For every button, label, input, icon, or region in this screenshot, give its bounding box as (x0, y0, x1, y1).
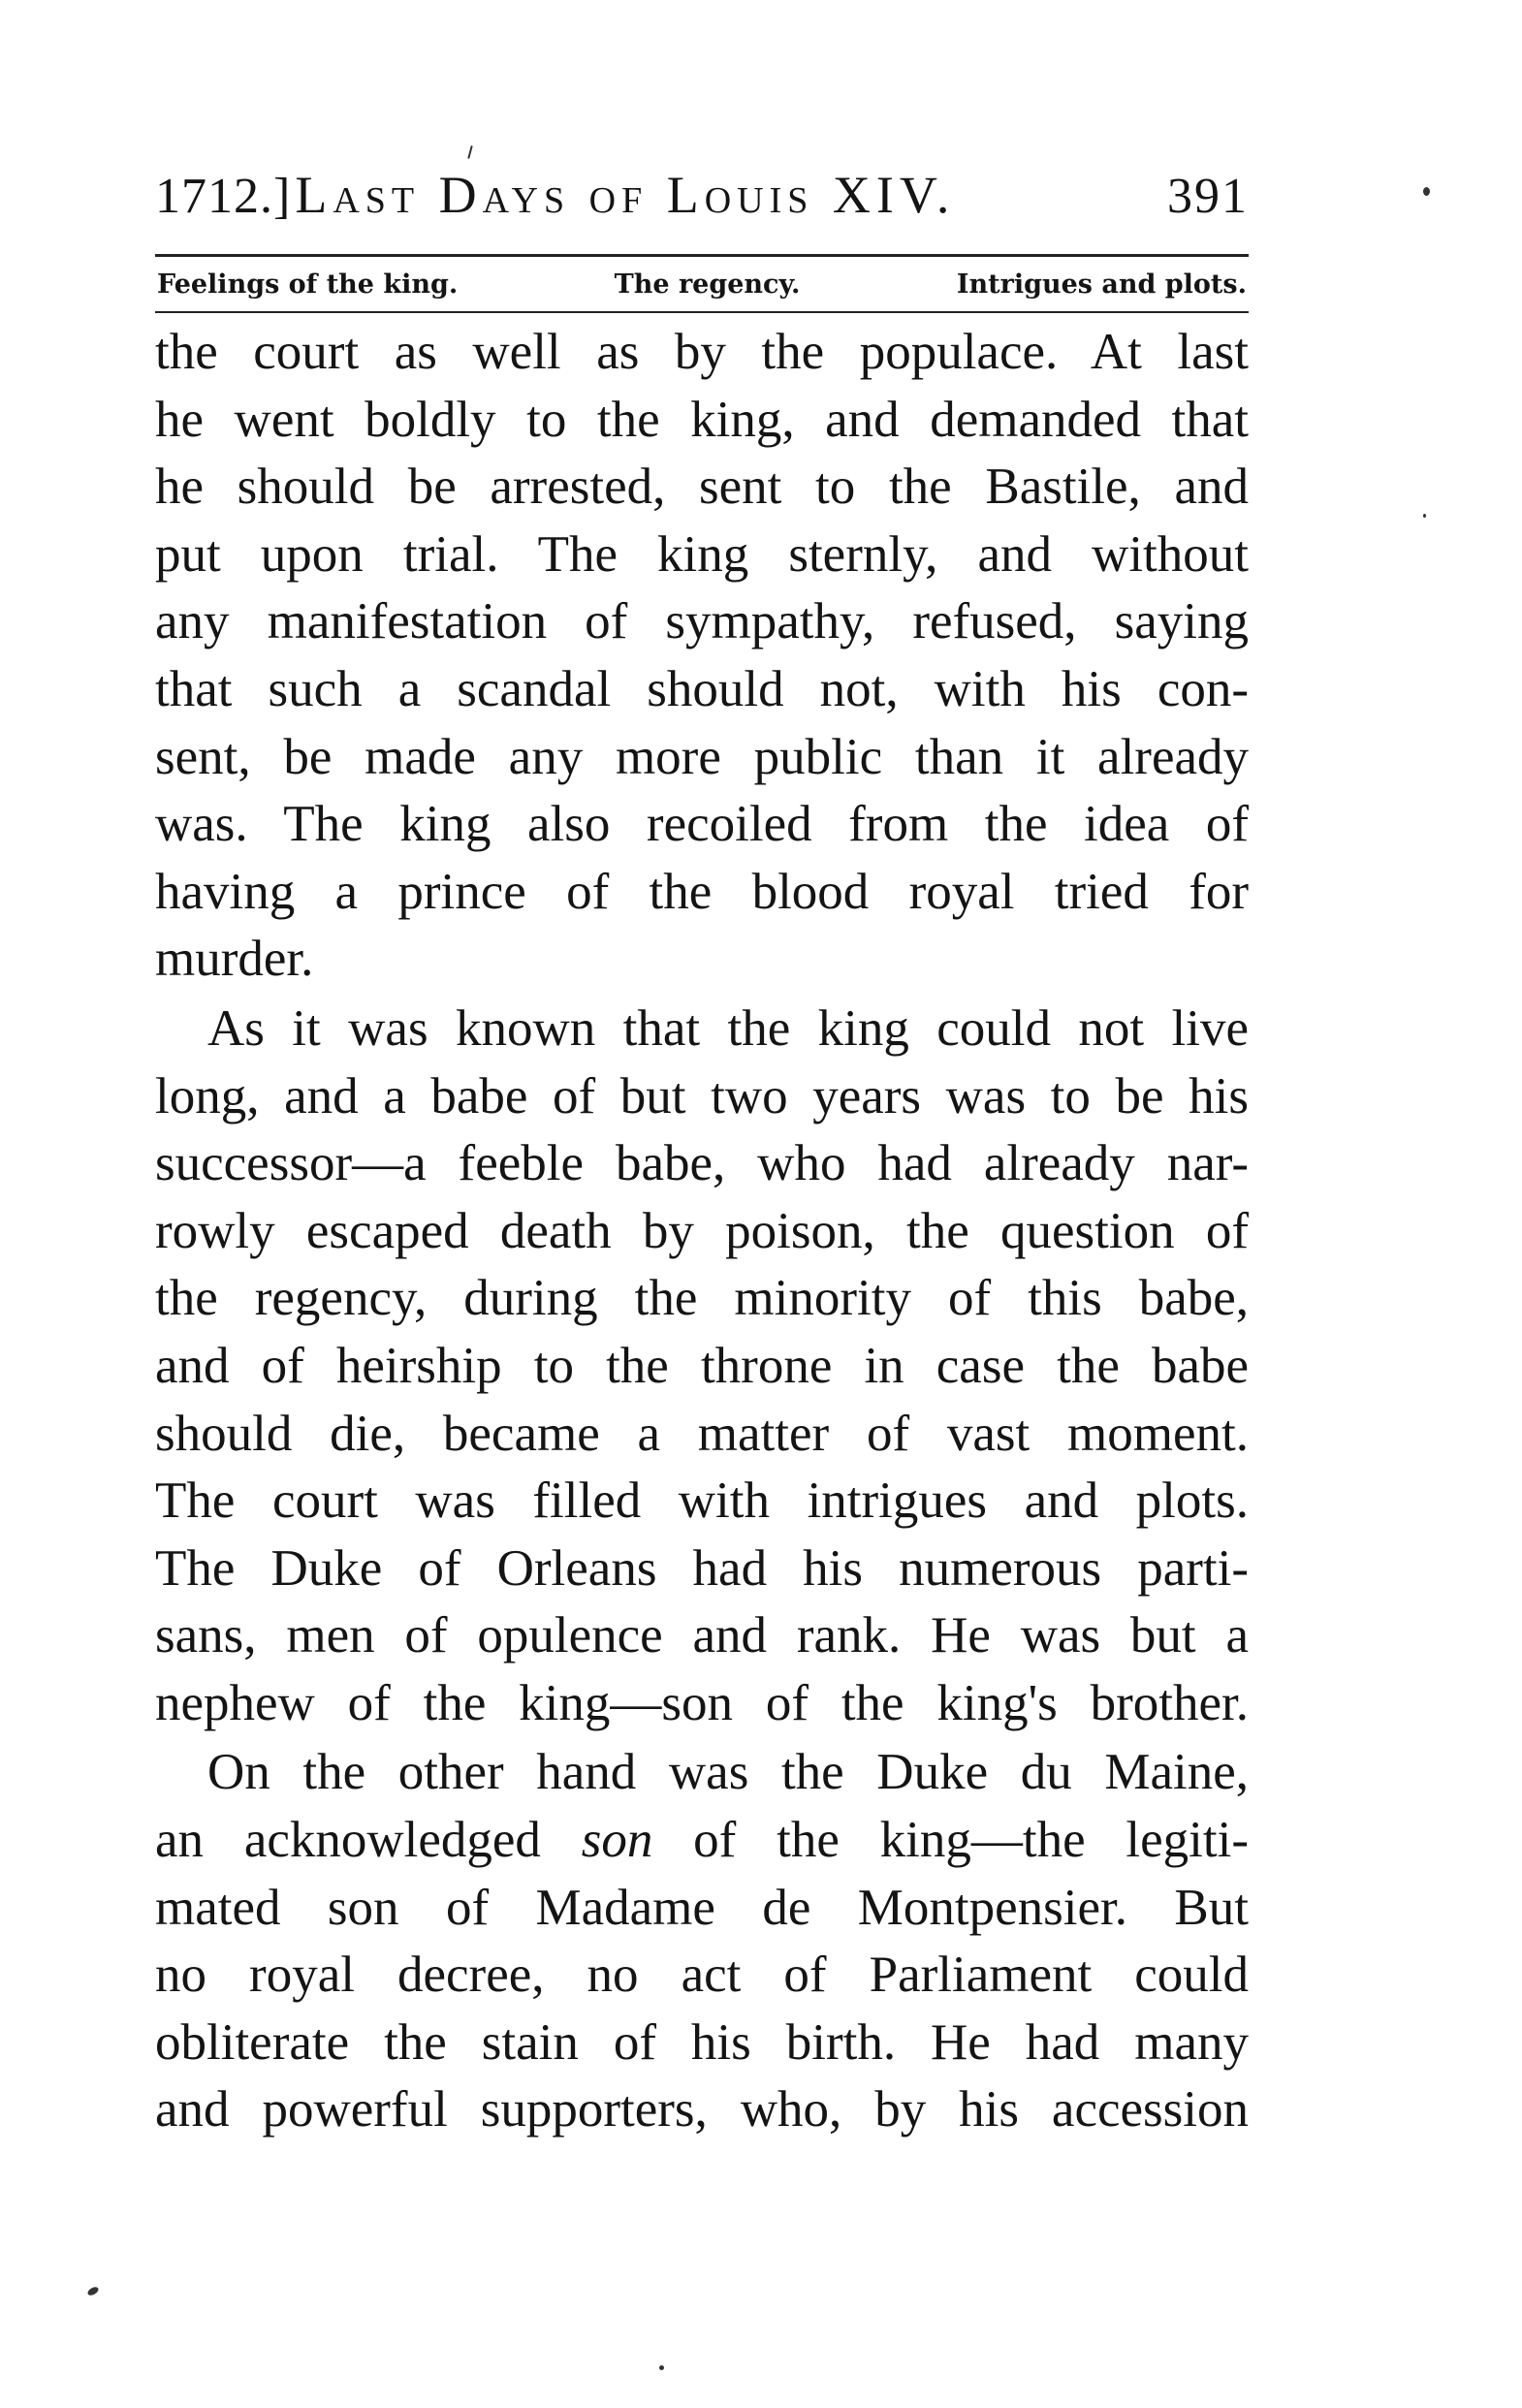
running-head (155, 165, 1249, 254)
paragraph-3 (155, 1739, 1249, 2144)
text-line: The Duke of Orleans had his numerous parti- (155, 1539, 1249, 1597)
ink-speck (86, 2285, 100, 2297)
text-line: that such a scandal should not, with his con- (155, 660, 1249, 717)
body-text (155, 319, 1249, 2144)
text-line: he should be arrested, sent to the Bastile, and (155, 459, 1249, 516)
text-line: sent, be made any more public than it already (155, 728, 1249, 785)
subhead-right: Intrigues and plots. (956, 269, 1247, 300)
text-line: obliterate the stain of his birth. He had many (155, 2013, 1249, 2071)
paragraph-2 (155, 996, 1249, 1738)
text-line: having a prince of the blood royal tried for (155, 863, 1249, 920)
header-year: 1712.] (155, 169, 292, 224)
text-line: rowly escaped death by poison, the question of (155, 1202, 1249, 1259)
text-line: he went boldly to the king, and demanded that (155, 391, 1249, 448)
ink-speck (659, 2365, 664, 2370)
text-line: On the other hand was the Duke du Maine, (207, 1744, 1249, 1801)
book-page (155, 165, 1249, 2144)
text-line: murder. (155, 931, 314, 988)
header-rule-bottom (155, 311, 1249, 313)
text-line: sans, men of opulence and rank. He was but a (155, 1607, 1249, 1664)
text-line: successor—a feeble babe, who had already nar- (155, 1135, 1249, 1192)
text-fragment: an acknowledged (155, 1812, 582, 1869)
text-line: no royal decree, no act of Parliament could (155, 1947, 1249, 2004)
text-line: and of heirship to the throne in case the babe (155, 1337, 1249, 1394)
text-line: The court was filled with intrigues and plots. (155, 1473, 1249, 1530)
ink-speck (1423, 187, 1430, 196)
subheads (155, 257, 1249, 311)
text-line-with-italic (155, 1807, 1249, 1875)
italic-word: son (581, 1812, 653, 1869)
paragraph-1 (155, 319, 1249, 994)
text-line: nephew of the king—son of the king's brother. (155, 1674, 1249, 1731)
page-number: 391 (1167, 169, 1249, 224)
text-line: long, and a babe of but two years was to be his (155, 1067, 1249, 1125)
text-line: the regency, during the minority of this babe, (155, 1270, 1249, 1327)
text-line: should die, became a matter of vast moment. (155, 1405, 1249, 1462)
text-line: put upon trial. The king sternly, and without (155, 525, 1249, 583)
text-line: was. The king also recoiled from the idea of (155, 796, 1249, 853)
text-line: any manifestation of sympathy, refused, saying (155, 593, 1249, 650)
ink-speck (1423, 514, 1426, 518)
text-fragment: of the king—the legiti- (652, 1812, 1249, 1869)
subhead-center: The regency. (614, 269, 801, 300)
text-line: As it was known that the king could not live (207, 999, 1249, 1057)
text-line: the court as well as by the populace. At last (155, 324, 1249, 380)
header-title: Last Days of Louis XIV. (295, 166, 956, 224)
ink-speck (467, 145, 473, 159)
text-line: mated son of Madame de Montpensier. But (155, 1879, 1249, 1936)
text-line: and powerful supporters, who, by his accession (155, 2081, 1249, 2139)
subhead-left: Feelings of the king. (157, 269, 459, 300)
